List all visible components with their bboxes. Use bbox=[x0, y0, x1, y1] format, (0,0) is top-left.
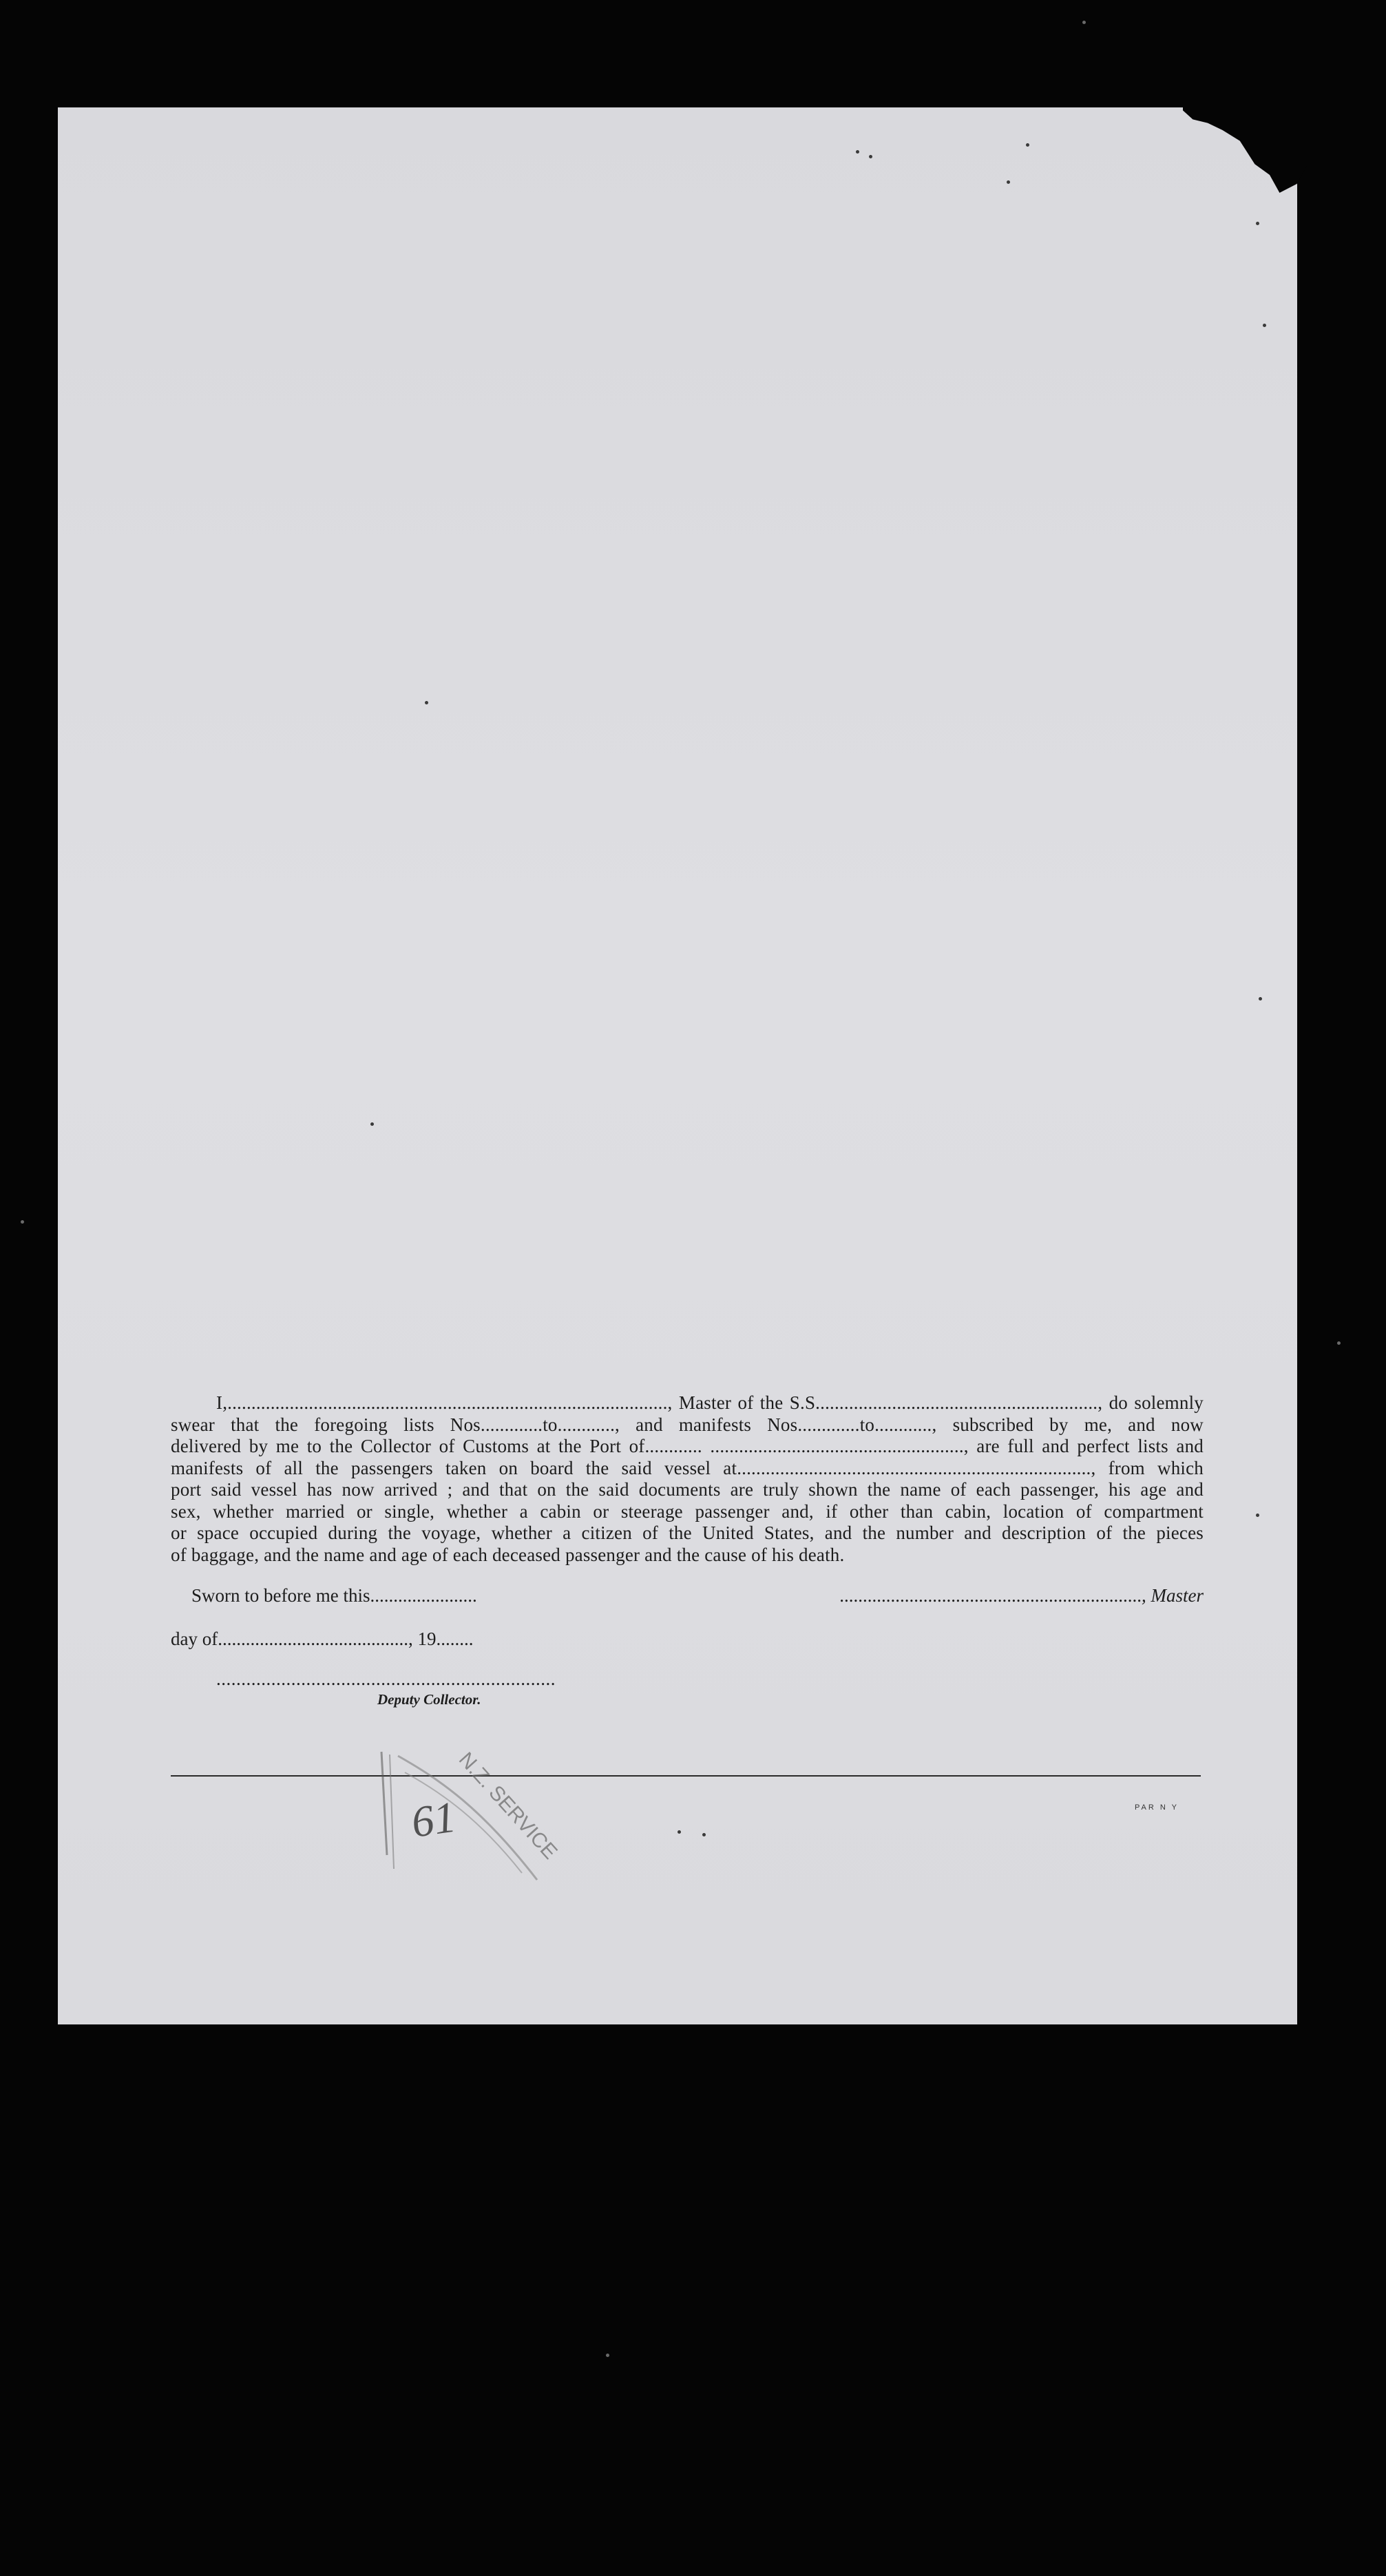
speck bbox=[702, 1833, 706, 1836]
speck bbox=[856, 150, 859, 154]
oath-paragraph bbox=[171, 1392, 1204, 1566]
oath-line: manifests of all the passengers taken on board the said vessel at.........................................................................., from which bbox=[171, 1457, 1204, 1478]
day-of-line: day of........................................., 19........ bbox=[171, 1629, 474, 1649]
speck bbox=[1082, 21, 1086, 24]
master-dots: ................................................................. bbox=[839, 1585, 1142, 1606]
deputy-signature-line: .................................................................... bbox=[216, 1668, 556, 1689]
oath-line: of baggage, and the name and age of each deceased passenger and the cause of his death. bbox=[171, 1544, 845, 1565]
oath-line: sex, whether married or single, whether a cabin or steerage passenger and, if other than cabin, location of compartment bbox=[171, 1500, 1204, 1522]
sworn-text: Sworn to before me this....................... bbox=[191, 1585, 477, 1606]
speck bbox=[370, 1122, 374, 1126]
speck bbox=[21, 1220, 24, 1224]
speck bbox=[1256, 222, 1259, 225]
printer-mark: PAR N Y bbox=[1135, 1803, 1179, 1812]
stamp-number: 61 bbox=[408, 1792, 459, 1847]
speck bbox=[606, 2354, 609, 2357]
speck bbox=[678, 1830, 681, 1834]
oath-line: swear that the foregoing lists Nos.............to............, and manifests Nos.............to............, subscribed by me, and now bbox=[171, 1414, 1204, 1435]
horizontal-rule bbox=[171, 1775, 1201, 1777]
speck bbox=[869, 155, 872, 158]
oath-line: port said vessel has now arrived ; and that on the said documents are truly shown the name of each passenger, his age and bbox=[171, 1479, 1204, 1500]
speck bbox=[1026, 143, 1029, 147]
oath-line: delivered by me to the Collector of Customs at the Port of............ ....................................................., are full and perfect lists and bbox=[171, 1436, 1204, 1456]
oath-line: or space occupied during the voyage, whether a citizen of the United States, and the number and description of the pieces bbox=[171, 1522, 1204, 1543]
service-stamp bbox=[377, 1748, 562, 1889]
stamp-text: N.Z. SERVICE bbox=[454, 1748, 562, 1864]
deputy-collector-label: Deputy Collector. bbox=[377, 1691, 481, 1708]
speck bbox=[1259, 997, 1262, 1001]
document-page bbox=[58, 107, 1297, 2024]
oath-line: I,............................................................................................, Master of the S.S..........................................................., do solemnly bbox=[216, 1392, 1204, 1413]
speck bbox=[1256, 1514, 1259, 1517]
master-label: , Master bbox=[1142, 1585, 1204, 1606]
master-signature-line bbox=[785, 1585, 1204, 1606]
speck bbox=[1337, 1341, 1341, 1345]
speck bbox=[425, 701, 428, 704]
speck bbox=[1263, 324, 1266, 327]
speck bbox=[1007, 180, 1010, 184]
